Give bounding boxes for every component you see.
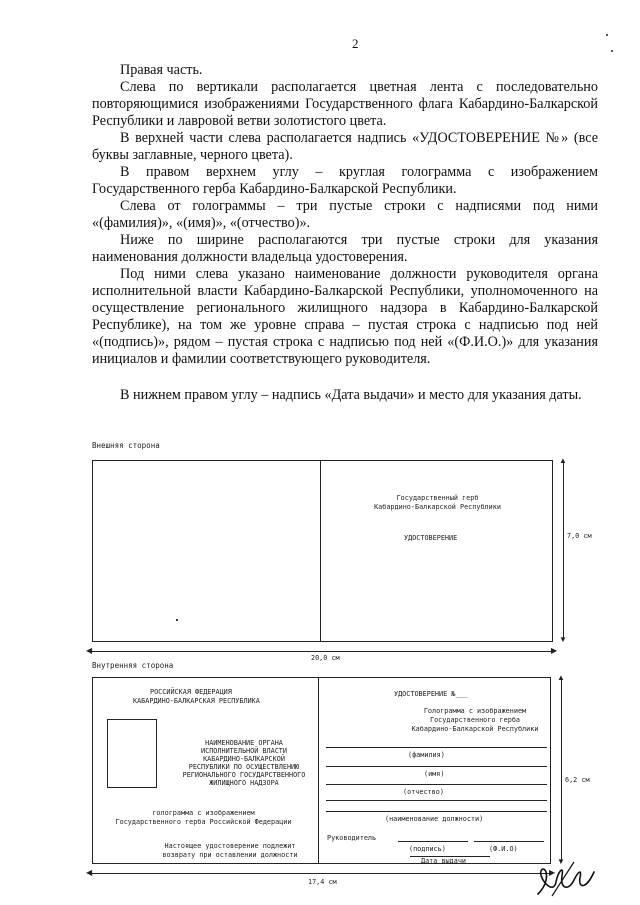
paragraph-7: Под ними слева указано наименование должности руководителя органа исполнительной власти Кабардино-Балкарской Республики, уполномоченного на осуществление регионального жилищного надзора в Кабардино-Балкарской Республике), на том же уровне справа – пустая строка с надписью под ней «(подпись)», рядом – пустая строка с надписью под ней «(Ф.И.О.)» для указания инициалов и фамилии соответствующего руководителя. xyxy=(92,266,598,367)
paragraph-1: Правая часть. xyxy=(120,62,203,78)
paragraph-2: Слева по вертикали располагается цветная лента с последовательно повторяющимися изображениями Государственного флага Кабардино-Балкарской Республики и лавровой ветви золотистого цвета. xyxy=(92,79,598,129)
name-line xyxy=(326,766,547,767)
return-note-line1: Настоящее удостоверение подлежит xyxy=(164,842,296,850)
hologram-right-line2: Государственного герба xyxy=(429,716,521,724)
arrow-right-icon: ▶ xyxy=(551,646,558,655)
fio-line xyxy=(474,841,544,842)
head-label: Руководитель xyxy=(327,834,377,842)
left-header-republic: КАБАРДИНО-БАЛКАРСКАЯ РЕСПУБЛИКА xyxy=(133,697,260,705)
outer-emblem-line1: Государственный герб xyxy=(396,494,479,502)
issue-date-label: Дата выдачи xyxy=(421,857,467,865)
patronymic-line xyxy=(326,784,547,785)
paragraph-6: Ниже по ширине располагаются три пустые строки для указания наименования должности владельца удостоверения. xyxy=(92,232,598,265)
org-line-3: КАБАРДИНО-БАЛКАРСКОЙ xyxy=(203,755,285,763)
outer-emblem-line2: Кабардино-Балкарской Республики xyxy=(374,503,501,511)
edge-mark xyxy=(606,34,608,36)
edge-mark xyxy=(611,50,613,52)
inner-fold-line xyxy=(318,677,319,864)
arrow-up-icon: ▲ xyxy=(557,673,565,682)
position-line-1 xyxy=(326,800,547,801)
outer-side-card xyxy=(92,460,553,642)
handwritten-signature xyxy=(534,858,604,900)
return-note-line2: возврату при оставлении должности xyxy=(162,851,298,859)
hologram-left-line2: Государственного герба Российской Федерации xyxy=(115,818,292,826)
inner-height-label: 6,2 см xyxy=(565,776,590,784)
arrow-right-icon: ▶ xyxy=(549,868,556,877)
arrow-left-icon: ◀ xyxy=(86,868,93,877)
outer-height-label: 7,0 см xyxy=(567,532,592,540)
inner-side-caption: Внутренняя сторона xyxy=(92,661,174,670)
position-label: (наименование должности) xyxy=(385,815,484,823)
paragraph-4: В правом верхнем углу – круглая голограмма с изображением Государственного герба Кабардино-Балкарской Республики. xyxy=(92,164,598,197)
name-label: (имя) xyxy=(424,770,445,778)
surname-line xyxy=(326,747,547,748)
outer-side-caption: Внешняя сторона xyxy=(92,441,160,450)
cert-number: УДОСТОВЕРЕНИЕ №___ xyxy=(394,690,468,698)
org-line-5: РЕГИОНАЛЬНОГО ГОСУДАРСТВЕННОГО xyxy=(182,771,306,779)
outer-fold-line xyxy=(320,460,321,642)
outer-width-label: 20,0 см xyxy=(311,654,340,662)
surname-label: (фамилия) xyxy=(408,751,445,759)
page-number: 2 xyxy=(352,36,359,51)
signature-line xyxy=(398,841,468,842)
photo-placeholder xyxy=(107,719,157,788)
org-line-4: РЕСПУБЛИКИ ПО ОСУЩЕСТВЛЕНИЮ xyxy=(188,763,300,771)
fio-label: (Ф.И.О) xyxy=(489,845,518,853)
inner-height-dimension-line xyxy=(561,679,562,862)
outer-height-dimension-line xyxy=(563,462,564,640)
arrow-down-icon: ▼ xyxy=(557,857,565,866)
outer-title: УДОСТОВЕРЕНИЕ xyxy=(404,534,458,542)
position-line-2 xyxy=(326,811,547,812)
arrow-left-icon: ◀ xyxy=(86,646,93,655)
patronymic-label: (отчество) xyxy=(403,788,444,796)
paragraph-8: В нижнем правом углу – надпись «Дата выдачи» и место для указания даты. xyxy=(120,387,582,403)
inner-side-card xyxy=(92,677,551,864)
org-line-1: НАИМЕНОВАНИЕ ОРГАНА xyxy=(205,739,283,747)
arrow-down-icon: ▼ xyxy=(559,635,567,644)
arrow-up-icon: ▲ xyxy=(559,456,567,465)
inner-width-label: 17,4 см xyxy=(308,878,337,886)
org-line-6: ЖИЛИЩНОГО НАДЗОРА xyxy=(209,779,279,787)
left-header-country: РОССИЙСКАЯ ФЕДЕРАЦИЯ xyxy=(150,688,232,696)
speck-mark xyxy=(176,619,178,621)
hologram-right-line1: Голограмма с изображением xyxy=(423,707,527,715)
paragraph-3: В верхней части слева располагается надпись «УДОСТОВЕРЕНИЕ №» (все буквы заглавные, черного цвета). xyxy=(92,130,598,163)
outer-width-dimension-line xyxy=(92,651,553,652)
paragraph-5: Слева от голограммы – три пустые строки с надписями под ними «(фамилия)», «(имя)», «(отчество)». xyxy=(92,198,598,231)
inner-width-dimension-line xyxy=(92,873,551,874)
org-line-2: ИСПОЛНИТЕЛЬНОЙ ВЛАСТИ xyxy=(201,747,287,755)
hologram-left-line1: голограмма с изображением xyxy=(152,809,255,817)
signature-label: (подпись) xyxy=(409,845,446,853)
hologram-right-line3: Кабардино-Балкарской Республики xyxy=(411,725,539,733)
